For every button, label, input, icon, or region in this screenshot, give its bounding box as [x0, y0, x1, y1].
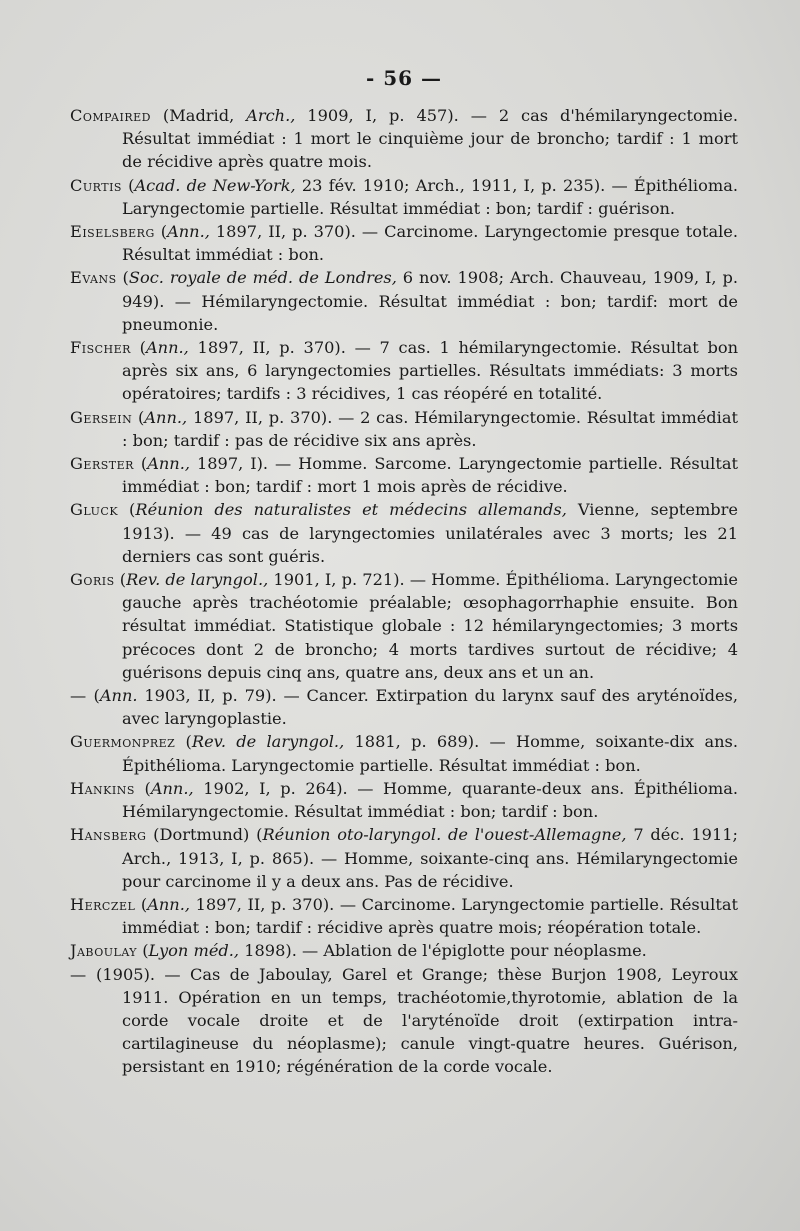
- entry-text-after: 1881, p. 689). — Homme, soixante-dix ans. Épithélioma. Laryngectomie partielle. Résultat immédiat : bon.: [122, 732, 738, 775]
- entry-text-after: 1897, II, p. 370). — 2 cas. Hémilaryngectomie. Résultat immédiat : bon; tardif : pas de récidive six ans après.: [122, 407, 738, 450]
- entry-author: Jaboulay: [70, 941, 138, 961]
- entry-text-before: (: [121, 175, 135, 195]
- bibliography-entry: [70, 777, 738, 823]
- entry-reference: Réunion des naturalistes et médecins allemands,: [135, 500, 567, 520]
- entry-author: Gluck: [70, 500, 119, 520]
- entry-author: Hansberg: [70, 825, 147, 845]
- entry-author: Herczel: [70, 894, 136, 914]
- entry-author: Curtis: [70, 175, 122, 195]
- entry-text-after: 6 nov. 1908; Arch. Chauveau, 1909, I, p. 949). — Hémilaryngectomie. Résultat immédiat : bon; tardif: mort de pneumonie.: [122, 268, 738, 334]
- entry-author: Evans: [70, 268, 117, 288]
- entry-text-before: (: [134, 778, 151, 798]
- entry-text-before: (Madrid,: [150, 106, 247, 125]
- entry-reference: Lyon méd.,: [148, 941, 240, 961]
- entry-reference: Réunion oto-laryngol. de l'ouest-Allemagne,: [262, 825, 627, 845]
- entry-author: —: [70, 686, 87, 706]
- entry-text-before: (Dortmund) (: [146, 825, 263, 845]
- entry-text-before: (1905). — Cas de Jaboulay, Garel et Grange; thèse Burjon 1908, Leyroux 1911. Opération en un temps, trachéotomie,thyrotomie, ablation de la corde vocale droite et de l'aryténoïde droit (extirpation intra-cartilagineuse du néoplasme); canule vingt-quatre heures. Guérison, persistant en 1910; régénération de la corde vocale.: [86, 964, 738, 1077]
- entry-text-before: (: [132, 407, 145, 427]
- entry-reference: Rev. de laryngol.,: [126, 570, 269, 590]
- entry-text-before: (: [130, 338, 146, 358]
- bibliography-entry: [70, 939, 738, 962]
- entry-text-after: 1897, I). — Homme. Sarcome. Laryngectomie partielle. Résultat immédiat : bon; tardif : mort 1 mois après de récidive.: [122, 454, 738, 497]
- entry-text-after: 1898). — Ablation de l'épiglotte pour néoplasme.: [239, 941, 647, 961]
- entry-text-before: (: [154, 222, 168, 242]
- entry-reference: Ann.,: [167, 222, 210, 242]
- entry-text-after: Vienne, septembre 1913). — 49 cas de laryngectomies unilatérales avec 3 morts; les 21 derniers cas sont guéris.: [122, 500, 738, 566]
- entry-reference: Ann.,: [147, 894, 191, 914]
- bibliography-entry: [70, 336, 738, 406]
- entry-text-after: 1902, I, p. 264). — Homme, quarante-deux ans. Épithélioma. Hémilaryngectomie. Résultat immédiat : bon; tardif : bon.: [122, 778, 738, 822]
- entry-author: Compaired: [70, 106, 151, 125]
- entry-text-after: 1897, II, p. 370). — 7 cas. 1 hémilaryngectomie. Résultat bon après six ans, 6 laryngectomies partielles. Résultats immédiats: 3 morts opératoires; tardifs : 3 récidives, 1 cas réopéré en totalité.: [122, 338, 738, 404]
- bibliography-entry: [70, 684, 738, 730]
- bibliography-entry: [70, 963, 738, 1079]
- entry-author: Guermonprez: [70, 732, 176, 752]
- bibliography-list: [70, 104, 738, 1079]
- bibliography-entry: [70, 406, 738, 452]
- entry-reference: Soc. royale de méd. de Londres,: [128, 268, 397, 288]
- entry-text-before: (: [86, 686, 100, 706]
- bibliography-entry: [70, 568, 738, 684]
- bibliography-entry: [70, 220, 738, 266]
- bibliography-entry: [70, 266, 738, 336]
- entry-text-after: 1903, II, p. 79). — Cancer. Extirpation du larynx sauf des aryténoïdes, avec laryngoplastie.: [122, 686, 738, 729]
- entry-reference: Rev. de laryngol.,: [191, 732, 345, 752]
- entry-text-before: (: [135, 894, 148, 914]
- entry-text-before: (: [118, 500, 136, 520]
- bibliography-entry: [70, 893, 738, 939]
- bibliography-entry: [70, 174, 738, 220]
- entry-reference: Ann.,: [144, 407, 188, 427]
- entry-author: Gersein: [70, 407, 133, 427]
- entry-text-before: (: [137, 941, 149, 961]
- entry-text-after: 23 fév. 1910; Arch., 1911, I, p. 235). — Épithélioma. Laryngectomie partielle. Résultat immédiat : bon; tardif : guérison.: [122, 175, 738, 218]
- entry-author: Fischer: [70, 338, 131, 358]
- entry-text-after: 1897, II, p. 370). — Carcinome. Laryngectomie presque totale. Résultat immédiat : bon.: [122, 222, 738, 265]
- entry-text-before: (: [116, 268, 129, 288]
- entry-text-before: (: [133, 454, 148, 474]
- entry-text-after: 1909, I, p. 457). — 2 cas d'hémilaryngectomie. Résultat immédiat : 1 mort le cinquième jour de broncho; tardif : 1 mort de récidive après quatre mois.: [122, 106, 738, 172]
- entry-author: Gerster: [70, 454, 134, 474]
- entry-reference: Ann.: [99, 686, 138, 706]
- entry-text-before: (: [175, 732, 192, 752]
- entry-reference: Acad. de New-York,: [134, 175, 296, 195]
- entry-text-after: 7 déc. 1911; Arch., 1913, I, p. 865). — Homme, soixante-cinq ans. Hémilaryngectomie pour carcinome il y a deux ans. Pas de récidive.: [122, 825, 738, 891]
- entry-reference: Arch.,: [246, 106, 296, 125]
- entry-text-before: (: [114, 570, 127, 590]
- bibliography-entry: [70, 823, 738, 893]
- entry-reference: Ann.,: [145, 338, 189, 358]
- entry-author: Eiselsberg: [70, 222, 155, 242]
- bibliography-entry: [70, 104, 738, 174]
- entry-text-after: 1897, II, p. 370). — Carcinome. Laryngectomie partielle. Résultat immédiat : bon; tardif : récidive après quatre mois; réopération totale.: [122, 894, 738, 938]
- page-number: - 56 —: [365, 66, 443, 90]
- entry-author: —: [70, 964, 87, 984]
- entry-text-after: 1901, I, p. 721). — Homme. Épithélioma. Laryngectomie gauche après trachéotomie préalable; œsophagorrhaphie ensuite. Bon résultat immédiat. Statistique globale : 12 hémilaryngectomies; 3 morts précoces dont 2 de broncho; 4 morts tardives surtout de récidive; 4 guérisons depuis cinq ans, quatre ans, deux ans et un an.: [122, 570, 738, 682]
- bibliography-entry: [70, 730, 738, 776]
- entry-author: Goris: [70, 570, 115, 590]
- bibliography-entry: [70, 498, 738, 568]
- entry-author: Hankins: [70, 778, 135, 798]
- entry-reference: Ann.,: [147, 454, 191, 474]
- entry-reference: Ann.,: [150, 778, 194, 798]
- bibliography-entry: [70, 452, 738, 498]
